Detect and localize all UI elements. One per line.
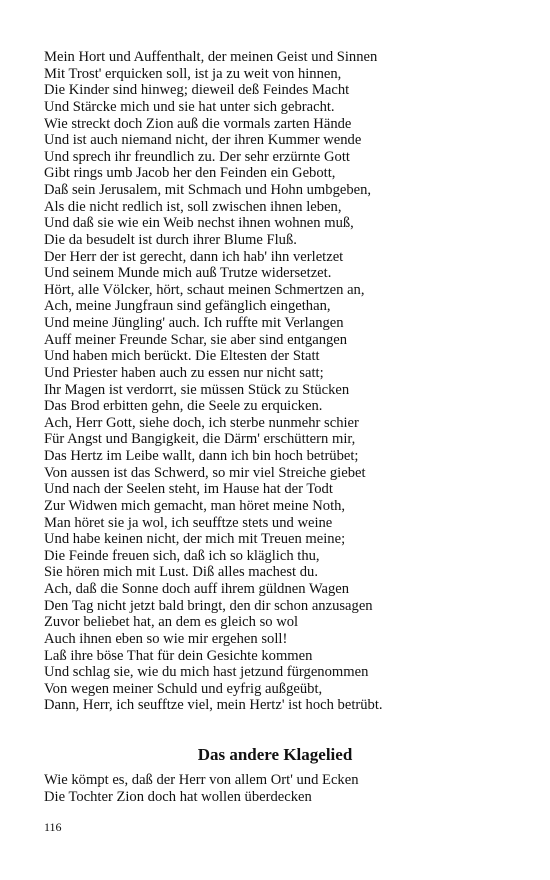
poem-line: Gibt rings umb Jacob her den Feinden ein Gebott, bbox=[44, 165, 336, 182]
page-number: 116 bbox=[44, 820, 62, 834]
poem-line: Laß ihre böse That für dein Gesichte kommen bbox=[44, 647, 313, 664]
poem-line: Und haben mich berückt. Die Eltesten der Statt bbox=[44, 348, 320, 365]
poem-line: Und habe keinen nicht, der mich mit Treuen meine; bbox=[44, 531, 346, 548]
poem-line: Und Stärcke mich und sie hat unter sich gebracht. bbox=[44, 98, 335, 115]
poem-line: Auff meiner Freunde Schar, sie aber sind entgangen bbox=[44, 331, 348, 348]
poem-line: Und ist auch niemand nicht, der ihren Kummer wende bbox=[44, 132, 362, 149]
poem-line: Das Brod erbitten gehn, die Seele zu erquicken. bbox=[44, 398, 323, 415]
poem-line: Sie hören mich mit Lust. Diß alles machest du. bbox=[44, 564, 318, 581]
poem-line: Wie streckt doch Zion auß die vormals zarten Hände bbox=[44, 115, 352, 132]
poem-line: Mein Hort und Auffenthalt, der meinen Geist und Sinnen bbox=[44, 49, 378, 65]
poem-line: Man höret sie ja wol, ich seufftze stets und weine bbox=[44, 514, 333, 531]
poem-line: Dann, Herr, ich seufftze viel, mein Hertz' ist hoch betrübt. bbox=[44, 697, 383, 714]
section-heading: Das andere Klagelied bbox=[197, 745, 353, 764]
poem-line: Und seinem Munde mich auß Trutze widersetzet. bbox=[44, 265, 332, 282]
poem-line: Ach, meine Jungfraun sind gefänglich eingethan, bbox=[44, 298, 331, 315]
next-poem-text bbox=[44, 772, 514, 805]
poem-line: Und schlag sie, wie du mich hast jetzund fürgenommen bbox=[44, 664, 369, 681]
poem-line: Ach, daß die Sonne doch auff ihrem güldnen Wagen bbox=[44, 581, 350, 597]
poem-line: Das Hertz im Leibe wallt, dann ich bin hoch betrübet; bbox=[44, 448, 359, 464]
poem-line: Und meine Jüngling' auch. Ich ruffte mit Verlangen bbox=[44, 315, 344, 331]
poem-line: Wie kömpt es, daß der Herr von allem Ort' und Ecken bbox=[44, 772, 359, 788]
poem-line: Daß sein Jerusalem, mit Schmach und Hohn umbgeben, bbox=[44, 182, 372, 198]
poem-line: Den Tag nicht jetzt bald bringt, den dir schon anzusagen bbox=[44, 597, 373, 614]
poem-line: Zur Widwen mich gemacht, man höret meine Noth, bbox=[44, 497, 346, 514]
poem-line: Als die nicht redlich ist, soll zwischen ihnen leben, bbox=[44, 198, 342, 215]
poem-line: Ihr Magen ist verdorrt, sie müssen Stück zu Stücken bbox=[44, 381, 350, 398]
poem-line: Hört, alle Völcker, hört, schaut meinen Schmertzen an, bbox=[44, 281, 365, 298]
poem-line: Der Herr der ist gerecht, dann ich hab' ihn verletzet bbox=[44, 248, 344, 265]
poem-line: Die Feinde freuen sich, daß ich so kläglich thu, bbox=[44, 547, 320, 564]
poem-line: Auch ihnen eben so wie mir ergehen soll! bbox=[44, 630, 288, 647]
poem-line: Zuvor beliebet hat, an dem es gleich so wol bbox=[44, 614, 299, 631]
poem-line: Für Angst und Bangigkeit, die Därm' erschüttern mir, bbox=[44, 431, 356, 448]
poem-text bbox=[44, 49, 514, 714]
poem-line: Und sprech ihr freundlich zu. Der sehr erzürnte Gott bbox=[44, 148, 350, 165]
poem-line: Mit Trost' erquicken soll, ist ja zu weit von hinnen, bbox=[44, 65, 342, 82]
poem-line: Die da besudelt ist durch ihrer Blume Fluß. bbox=[44, 231, 297, 248]
poem-line: Die Kinder sind hinweg; dieweil deß Feindes Macht bbox=[44, 82, 350, 99]
poem-line: Und daß sie wie ein Weib nechst ihnen wohnen muß, bbox=[44, 215, 354, 232]
poem-line: Ach, Herr Gott, siehe doch, ich sterbe nunmehr schier bbox=[44, 414, 359, 431]
poem-line: Von wegen meiner Schuld und eyfrig außgeübt, bbox=[44, 680, 323, 697]
poem-line: Von aussen ist das Schwerd, so mir viel Streiche giebet bbox=[44, 464, 366, 481]
poem-line: Und nach der Seelen steht, im Hause hat der Todt bbox=[44, 481, 333, 498]
poem-line: Die Tochter Zion doch hat wollen überdecken bbox=[44, 788, 312, 805]
poem-line: Und Priester haben auch zu essen nur nicht satt; bbox=[44, 364, 324, 381]
